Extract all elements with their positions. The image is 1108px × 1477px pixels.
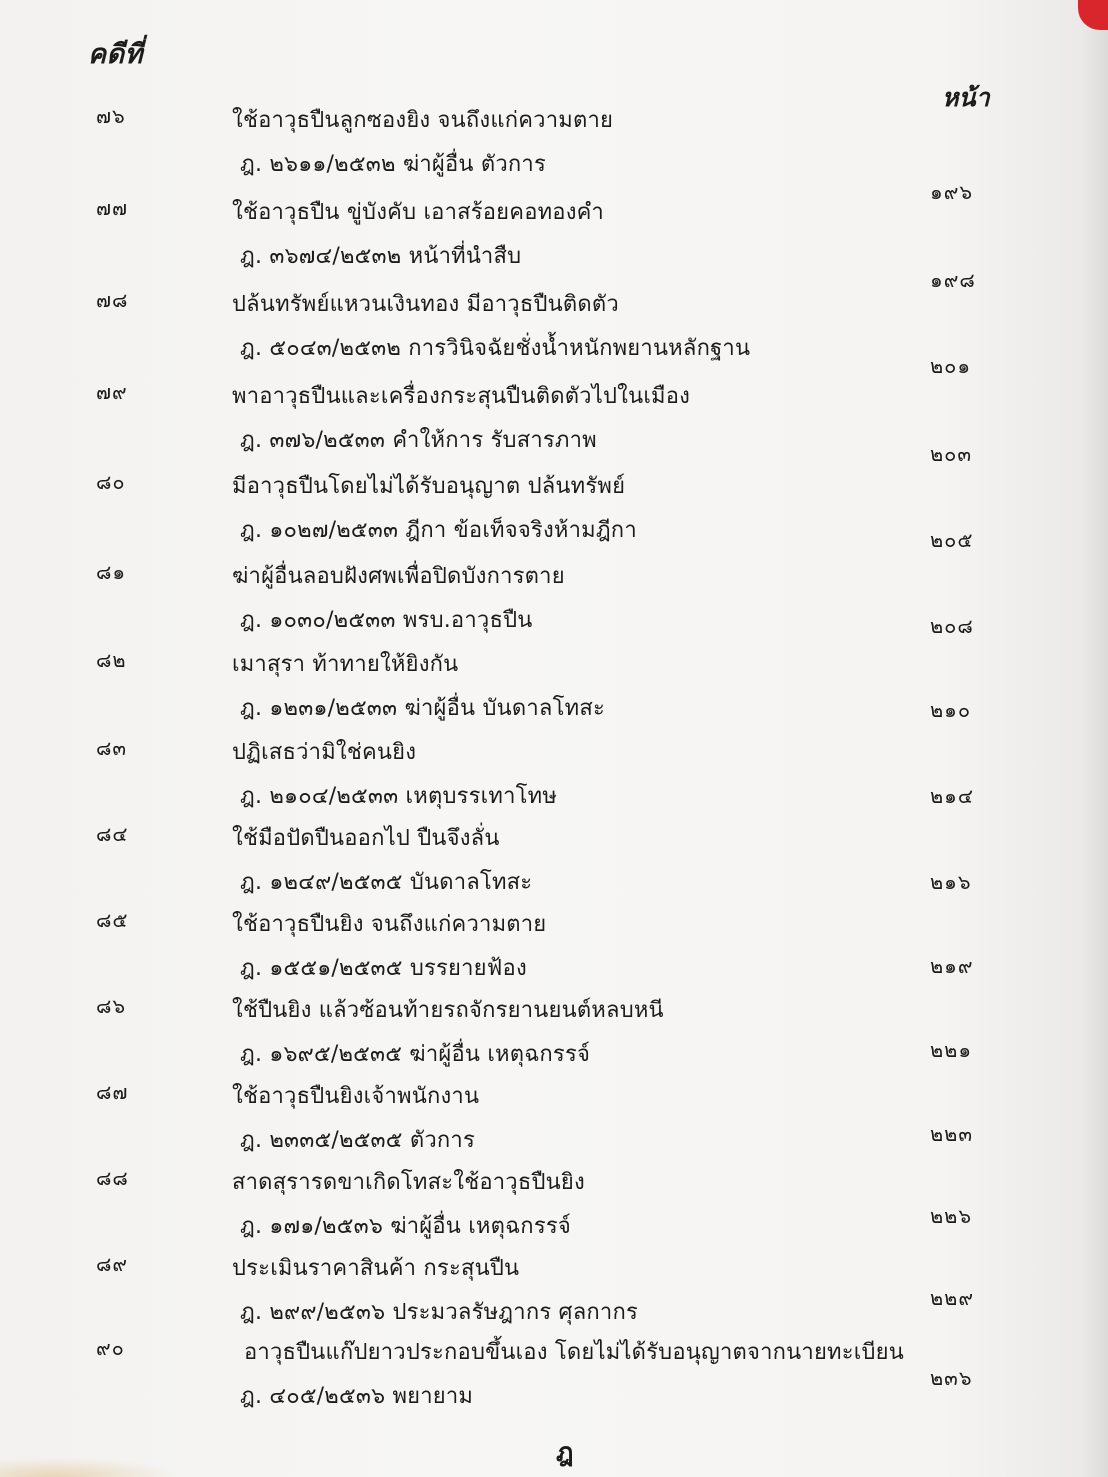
case-reference: ฎ. ๔๐๕/๒๕๓๖ พยายาม <box>240 1384 474 1409</box>
index-entry <box>0 192 1108 292</box>
page-number: ๒๐๓ <box>930 442 973 466</box>
index-entry <box>0 284 1108 378</box>
case-number: ๗๖ <box>96 104 126 128</box>
case-title: สาดสุรารดขาเกิดโทสะใช้อาวุธปืนยิง <box>232 1170 585 1195</box>
case-number: ๘๕ <box>96 908 129 932</box>
case-reference: ฎ. ๑๖๙๕/๒๕๓๕ ฆ่าผู้อื่น เหตุฉกรรจ์ <box>240 1042 591 1067</box>
index-entry <box>0 556 1108 642</box>
page-number: ๒๐๕ <box>930 528 974 552</box>
case-title: เมาสุรา ท้าทายให้ยิงกัน <box>232 652 459 677</box>
case-title: ประเมินราคาสินค้า กระสุนปืน <box>232 1256 520 1281</box>
page-number: ๒๑๙ <box>930 954 974 978</box>
case-number: ๘๐ <box>96 470 126 494</box>
case-number: ๙๐ <box>96 1336 125 1360</box>
case-reference: ฎ. ๑๗๑/๒๕๓๖ ฆ่าผู้อื่น เหตุฉกรรจ์ <box>240 1214 571 1239</box>
case-reference: ฎ. ๒๖๑๑/๒๕๓๒ ฆ่าผู้อื่น ตัวการ <box>240 152 547 177</box>
page-number: ๒๒๑ <box>930 1038 973 1062</box>
index-entry <box>0 1076 1108 1162</box>
index-entry <box>0 1332 1108 1418</box>
case-reference: ฎ. ๒๙๙/๒๕๓๖ ประมวลรัษฎากร ศุลกากร <box>240 1300 639 1325</box>
page-number: ๑๙๘ <box>930 268 976 292</box>
page-number: ๒๒๖ <box>930 1204 973 1228</box>
case-number: ๘๑ <box>96 560 127 584</box>
case-number: ๘๙ <box>96 1252 129 1276</box>
page-number: ๒๓๖ <box>930 1366 973 1390</box>
page-number: ๒๐๘ <box>930 614 974 638</box>
case-number: ๗๗ <box>96 196 129 220</box>
index-entry <box>0 818 1108 904</box>
case-number: ๘๘ <box>96 1166 129 1190</box>
case-reference: ฎ. ๑๒๓๑/๒๕๓๓ ฆ่าผู้อื่น บันดาลโทสะ <box>240 696 605 721</box>
case-title: ใช้อาวุธปืนลูกซองยิง จนถึงแก่ความตาย <box>232 108 614 133</box>
case-title: ใช้มือปัดปืนออกไป ปืนจึงลั่น <box>232 826 500 851</box>
case-reference: ฎ. ๑๐๒๗/๒๕๓๓ ฎีกา ข้อเท็จจริงห้ามฎีกา <box>240 518 637 543</box>
case-reference: ฎ. ๑๒๔๙/๒๕๓๕ บันดาลโทสะ <box>240 870 533 895</box>
index-entry <box>0 376 1108 466</box>
case-title: พาอาวุธปืนและเครื่องกระสุนปืนติดตัวไปในเมือง <box>232 384 691 409</box>
page-number: ๒๑๖ <box>930 870 972 894</box>
case-reference: ฎ. ๓๖๗๔/๒๕๓๒ หน้าที่นำสืบ <box>240 244 522 269</box>
index-entry <box>0 1248 1108 1334</box>
case-reference: ฎ. ๕๐๔๓/๒๕๓๒ การวินิจฉัยชั่งน้ำหนักพยานหลักฐาน <box>240 336 751 361</box>
case-reference: ฎ. ๒๓๓๕/๒๕๓๕ ตัวการ <box>240 1128 475 1153</box>
case-number-header: คดีที่ <box>88 39 143 70</box>
case-reference: ฎ. ๑๐๓๐/๒๕๓๓ พรบ.อาวุธปืน <box>240 608 533 633</box>
case-title: มีอาวุธปืนโดยไม่ได้รับอนุญาต ปล้นทรัพย์ <box>232 474 626 499</box>
page-number: ๑๙๖ <box>930 180 974 204</box>
case-number: ๘๗ <box>96 1080 129 1104</box>
case-number: ๗๘ <box>96 288 129 312</box>
footer-page-number: ฎ <box>556 1438 574 1468</box>
case-title: ใช้อาวุธปืน ขู่บังคับ เอาสร้อยคอทองคำ <box>232 200 604 225</box>
page-number: ๒๑๔ <box>930 784 975 808</box>
case-reference: ฎ. ๑๕๕๑/๒๕๓๕ บรรยายฟ้อง <box>240 956 527 981</box>
case-number: ๘๖ <box>96 994 127 1018</box>
case-reference: ฎ. ๓๗๖/๒๕๓๓ คำให้การ รับสารภาพ <box>240 428 597 453</box>
case-number: ๘๒ <box>96 648 127 672</box>
index-entry <box>0 1162 1108 1248</box>
case-title: ปฏิเสธว่ามิใช่คนยิง <box>232 740 417 765</box>
case-title: ใช้ปืนยิง แล้วซ้อนท้ายรถจักรยานยนต์หลบหนี <box>232 998 664 1023</box>
case-title: ใช้อาวุธปืนยิง จนถึงแก่ความตาย <box>232 912 547 937</box>
page-smudge <box>0 1457 180 1477</box>
case-number: ๘๓ <box>96 736 128 760</box>
index-entry <box>0 100 1108 204</box>
index-entry <box>0 644 1108 730</box>
index-entry <box>0 904 1108 990</box>
page-number: ๒๐๑ <box>930 354 972 378</box>
index-entry <box>0 732 1108 818</box>
page-column-header: หน้า <box>942 83 990 112</box>
index-entry <box>0 990 1108 1076</box>
case-title: ใช้อาวุธปืนยิงเจ้าพนักงาน <box>232 1084 480 1109</box>
page-number: ๒๒๙ <box>930 1286 975 1310</box>
case-title: ปล้นทรัพย์แหวนเงินทอง มีอาวุธปืนติดตัว <box>232 292 619 317</box>
case-reference: ฎ. ๒๑๐๔/๒๕๓๓ เหตุบรรเทาโทษ <box>240 784 558 809</box>
page-number: ๒๑๐ <box>930 698 972 722</box>
case-title: อาวุธปืนแก๊ปยาวประกอบขึ้นเอง โดยไม่ได้รับอนุญาตจากนายทะเบียน <box>244 1340 904 1365</box>
case-number: ๗๙ <box>96 380 128 404</box>
index-entry <box>0 466 1108 552</box>
case-number: ๘๔ <box>96 822 129 846</box>
page-number: ๒๒๓ <box>930 1122 974 1146</box>
case-title: ฆ่าผู้อื่นลอบฝังศพเพื่อปิดบังการตาย <box>232 564 565 589</box>
